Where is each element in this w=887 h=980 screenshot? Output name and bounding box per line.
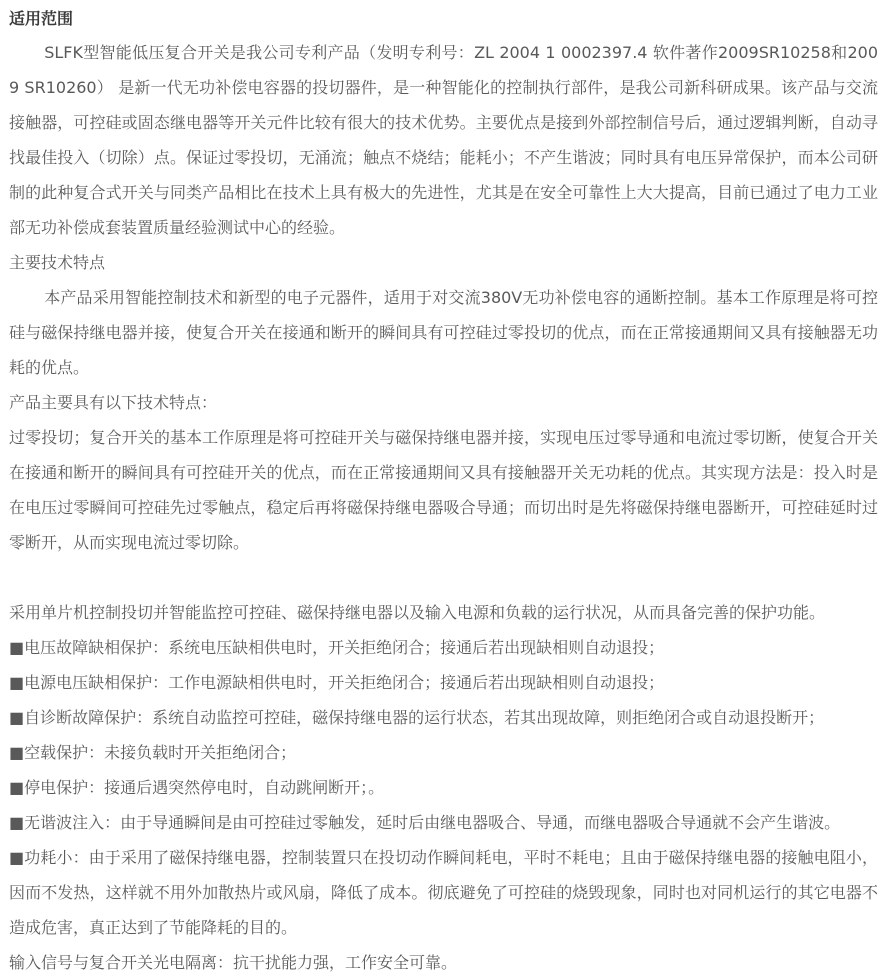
mcu-monitoring-paragraph: 采用单片机控制投切并智能监控可控硅、磁保持继电器以及输入电源和负载的运行状况，从而具备完善的保护功能。	[9, 603, 826, 622]
tech-intro-paragraph: 本产品采用智能控制技术和新型的电子元器件，适用于对交流380V无功补偿电容的通断控制。基本工作原理是将可控硅与磁保持继电器并接，使复合开关在接通和断开的瞬间具有可控硅过零投切的优点，而在正常接通期间又具有接触器无功耗的优点。	[9, 288, 878, 377]
feature-bullet-self-diagnosis	[9, 700, 878, 735]
square-bullet-icon: ■	[9, 813, 25, 832]
feature-bullet-no-harmonics	[9, 805, 878, 840]
optocoupler-paragraph: 输入信号与复合开关光电隔离：抗干扰能力强，工作安全可靠。	[9, 953, 458, 972]
blank-line-spacer	[9, 560, 878, 595]
square-bullet-icon: ■	[9, 848, 25, 867]
feature-bullet-no-load	[9, 735, 878, 770]
feature-bullet-voltage-fault	[9, 630, 878, 665]
square-bullet-icon: ■	[9, 638, 25, 657]
features-lead-line: 产品主要具有以下技术特点：	[9, 393, 218, 412]
zero-crossing-paragraph: 过零投切；复合开关的基本工作原理是将可控硅开关与磁保持继电器并接，实现电压过零导通和电流过零切断，使复合开关在接通和断开的瞬间具有可控硅开关的优点，而在正常接通期间又具有接触器开关无功耗的优点。其实现方法是：投入时是在电压过零瞬间可控硅先过零触点，稳定后再将磁保持继电器吸合导通；而切出时是先将磁保持继电器断开，可控硅延时过零断开，从而实现电流过零切除。	[9, 428, 878, 552]
square-bullet-icon: ■	[9, 778, 25, 797]
bullet-text: 功耗小：由于采用了磁保持继电器，控制装置只在投切动作瞬间耗电，平时不耗电；且由于磁保持继电器的接触电阻小，因而不发热，这样就不用外加散热片或风扇，降低了成本。彻底避免了可控硅的烧毁现象，同时也对同机运行的其它电器不造成危害，真正达到了节能降耗的目的。	[9, 848, 878, 937]
bullet-text: 停电保护：接通后遇突然停电时，自动跳闸断开；。	[24, 778, 385, 797]
feature-bullet-low-power	[9, 840, 878, 945]
square-bullet-icon: ■	[9, 743, 25, 762]
page-title: 适用范围	[9, 9, 74, 28]
bullet-text: 无谐波注入：由于导通瞬间是由可控硅过零触发，延时后由继电器吸合、导通，而继电器吸合导通就不会产生谐波。	[24, 813, 841, 832]
bullet-text: 自诊断故障保护：系统自动监控可控硅，磁保持继电器的运行状态，若其出现故障，则拒绝闭合或自动退投断开；	[24, 708, 825, 727]
square-bullet-icon: ■	[9, 708, 25, 727]
section-heading-main-features: 主要技术特点	[9, 253, 106, 272]
bullet-text: 电源电压缺相保护：工作电源缺相供电时，开关拒绝闭合；接通后若出现缺相则自动退投；	[24, 673, 665, 692]
bullet-text: 电压故障缺相保护：系统电压缺相供电时，开关拒绝闭合；接通后若出现缺相则自动退投；	[24, 638, 665, 657]
intro-paragraph: SLFK型智能低压复合开关是我公司专利产品（发明专利号：ZL 2004 1 0002397.4 软件著作2009SR10258和2009 SR10260） 是新一代无功补偿电容器的投切器件，是一种智能化的控制执行部件，是我公司新科研成果。该产品与交流接触器，可控硅或固态继电器等开关元件比较有很大的技术优势。主要优点是接到外部控制信号后，通过逻辑判断，自动寻找最佳投入（切除）点。保证过零投切，无涌流；触点不烧结；能耗小；不产生谐波；同时具有电压异常保护，而本公司研制的此种复合式开关与同类产品相比在技术上具有极大的先进性，尤其是在安全可靠性上大大提高，目前已通过了电力工业部无功补偿成套装置质量经验测试中心的经验。	[9, 43, 878, 237]
feature-bullet-supply-voltage	[9, 665, 878, 700]
bullet-text: 空载保护：未接负载时开关拒绝闭合；	[24, 743, 297, 762]
square-bullet-icon: ■	[9, 673, 25, 692]
feature-bullet-power-loss	[9, 770, 878, 805]
